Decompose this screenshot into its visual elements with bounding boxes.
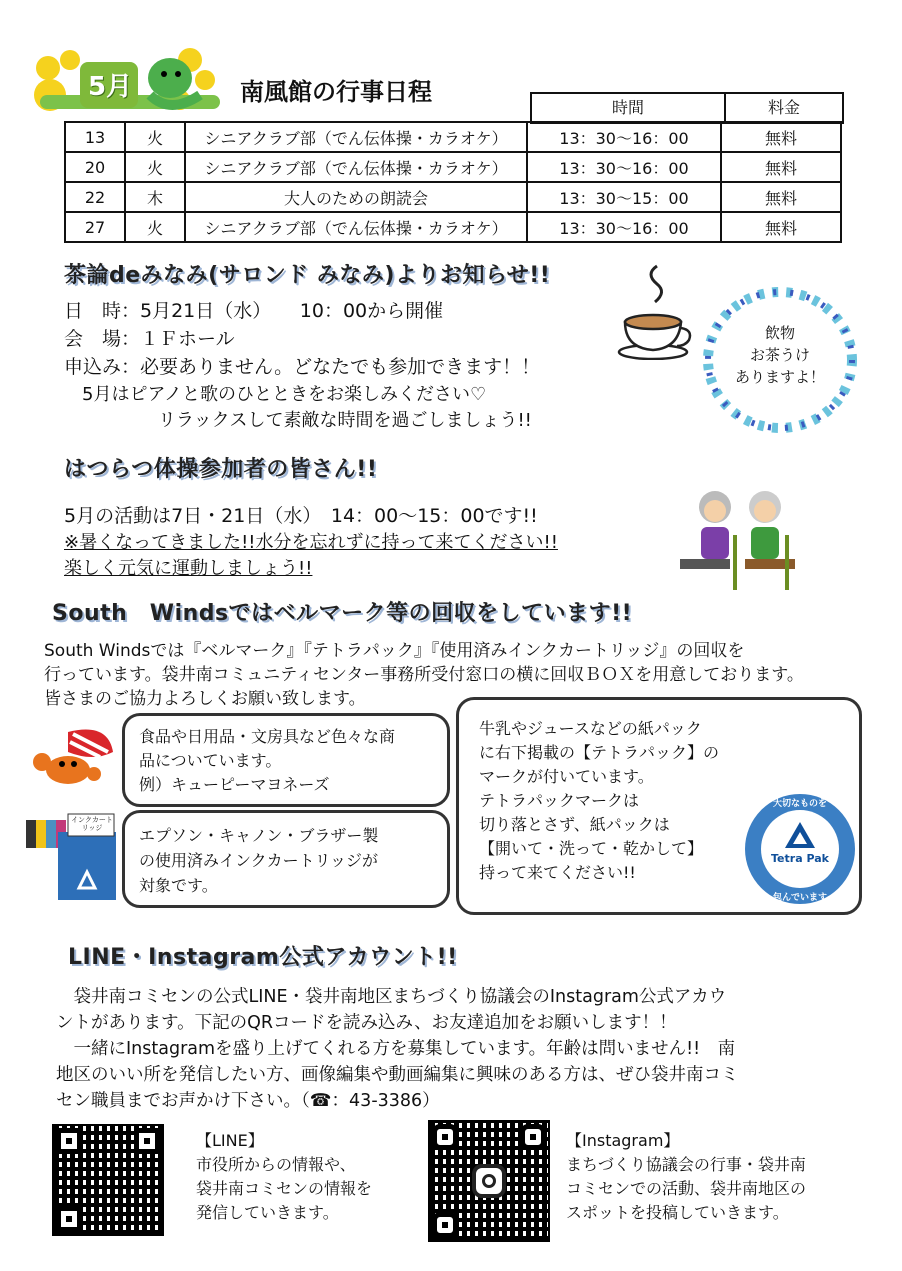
line-desc2: 袋井南コミセンの情報を <box>196 1179 373 1198</box>
instagram-icon <box>472 1164 506 1198</box>
bellmark-box-tetra <box>456 697 862 915</box>
sns-title: LINE・Instagram公式アカウント!! <box>68 945 458 970</box>
wreath-line3: ありますよ！ <box>734 368 825 386</box>
box3-line4: テトラパックマークは <box>479 791 640 810</box>
day-cell: 20 <box>65 152 125 182</box>
line-title: 【LINE】 <box>196 1131 264 1150</box>
tetra-ring-top: 大切なものを <box>772 799 827 809</box>
line-desc1: 市役所からの情報や、 <box>196 1155 356 1174</box>
table-row <box>65 152 841 182</box>
bellmark-p3: 皆さまのご協力よろしくお願い致します。 <box>44 689 366 709</box>
box3-line6: 【開いて・洗って・乾かして】 <box>479 839 704 858</box>
table-row <box>65 212 841 242</box>
instagram-title: 【Instagram】 <box>566 1131 680 1150</box>
fee-cell: 無料 <box>721 122 841 152</box>
seniors-illustration <box>675 485 805 595</box>
time-cell: 13：30～15：00 <box>527 182 721 212</box>
bellmark-box-food <box>122 713 450 807</box>
wreath-line1: 飲物 <box>764 324 795 342</box>
fee-cell: 無料 <box>721 212 841 242</box>
salon-title: 茶論deみなみ(サロンド みなみ)よりお知らせ!! <box>64 263 551 288</box>
schedule-header <box>530 92 844 124</box>
bellmark-p2: 行っています。袋井南コミュニティセンター事務所受付窓口の横に回収ＢＯＸを用意しております。 <box>44 665 804 685</box>
exercise-line2: ※暑くなってきました!!水分を忘れずに持って来てください!! <box>64 532 558 553</box>
hermit-crab-icon <box>28 722 118 792</box>
salon-note2: リラックスして素敵な時間を過ごしましょう!! <box>158 410 532 431</box>
salon-date: 日 時：5月21日（水） 10：00から開催 <box>64 300 444 322</box>
elderly-couple-icon <box>675 485 805 595</box>
box3-line1: 牛乳やジュースなどの紙パック <box>479 719 702 738</box>
salon-place: 会 場：１Ｆホール <box>64 328 235 350</box>
sns-line3: 一緒にInstagramを盛り上げてくれる方を募集しています。年齢は問いません!! 南 <box>56 1039 736 1059</box>
table-row <box>65 122 841 152</box>
ink-box-icon <box>24 812 119 902</box>
weekday-cell: 火 <box>125 212 185 242</box>
tetra-ring-bottom: 包んでいます <box>772 893 827 903</box>
fee-cell: 無料 <box>721 152 841 182</box>
page-title: 南風館の行事日程 <box>240 78 432 106</box>
box3-line3: マークが付いています。 <box>479 767 654 786</box>
sns-line1: 袋井南コミセンの公式LINE・袋井南地区まちづくり協議会のInstagram公式アカウ <box>56 987 727 1007</box>
exercise-title: はつらつ体操参加者の皆さん!! <box>64 457 378 482</box>
ink-box-label: インクカートリッジ <box>71 816 113 832</box>
weekday-cell: 火 <box>125 122 185 152</box>
line-qr-code[interactable] <box>52 1124 164 1236</box>
box3-line2: に右下掲載の【テトラパック】の <box>479 743 720 762</box>
event-cell: シニアクラブ部（でん伝体操・カラオケ） <box>185 122 527 152</box>
coffee-cup-icon <box>615 260 695 360</box>
schedule-table <box>64 121 842 243</box>
instagram-desc1: まちづくり協議会の行事・袋井南 <box>566 1155 806 1174</box>
sns-line2: ントがあります。下記のQRコードを読み込み、お友達追加をお願いします！！ <box>56 1013 677 1033</box>
day-cell: 27 <box>65 212 125 242</box>
tetra-triangle-icon <box>783 820 817 850</box>
event-cell: シニアクラブ部（でん伝体操・カラオケ） <box>185 212 527 242</box>
bellmark-p1: South Windsでは『ベルマーク』『テトラパック』『使用済みインクカートリッジ』の回収を <box>44 641 745 661</box>
col-time-label: 時間 <box>532 94 726 122</box>
exercise-line1: 5月の活動は7日・21日（水） 14：00～15：00です!! <box>64 505 538 527</box>
line-desc3: 発信していきます。 <box>196 1203 339 1222</box>
fee-cell: 無料 <box>721 182 841 212</box>
flower-wreath <box>695 280 865 440</box>
instagram-desc2: コミセンでの活動、袋井南地区の <box>566 1179 807 1198</box>
box3-line5: 切り落とさず、紙パックは <box>479 815 670 834</box>
weekday-cell: 木 <box>125 182 185 212</box>
box2-line1: エプソン・キャノン・ブラザー製 <box>139 826 379 845</box>
tetra-logo-text: Tetra Pak <box>771 852 829 865</box>
time-cell: 13：30～16：00 <box>527 152 721 182</box>
bellmark-box-ink <box>122 810 450 908</box>
event-cell: シニアクラブ部（でん伝体操・カラオケ） <box>185 152 527 182</box>
box1-line3: 例）キューピーマヨネーズ <box>139 775 330 794</box>
month-badge: 5月 <box>88 72 133 102</box>
table-row <box>65 182 841 212</box>
salon-apply: 申込み：必要ありません。どなたでも参加できます！！ <box>64 356 541 378</box>
time-cell: 13：30～16：00 <box>527 212 721 242</box>
event-cell: 大人のための朗読会 <box>185 182 527 212</box>
day-cell: 22 <box>65 182 125 212</box>
instagram-desc3: スポットを投稿していきます。 <box>566 1203 789 1222</box>
box2-line3: 対象です。 <box>139 876 218 895</box>
time-cell: 13：30～16：00 <box>527 122 721 152</box>
box1-line1: 食品や日用品・文房具など色々な商 <box>139 727 396 746</box>
box2-line2: の使用済みインクカートリッジが <box>139 851 379 870</box>
tetra-pak-logo <box>745 794 855 904</box>
weekday-cell: 火 <box>125 152 185 182</box>
box1-line2: 品についています。 <box>139 751 282 770</box>
col-fee-label: 料金 <box>767 98 800 117</box>
instagram-qr-code[interactable] <box>428 1120 550 1242</box>
bellmark-title: South Windsではベルマーク等の回収をしています!! <box>52 601 633 626</box>
salon-note1: 5月はピアノと歌のひとときをお楽しみください♡ <box>82 384 487 405</box>
wreath-line2: お茶うけ <box>749 346 810 364</box>
sns-line5: セン職員までお声かけ下さい。（☎：43-3386） <box>56 1091 440 1111</box>
sns-line4: 地区のいい所を発信したい方、画像編集や動画編集に興味のある方は、ぜひ袋井南コミ <box>56 1065 739 1085</box>
box3-line7: 持って来てください!! <box>479 863 636 882</box>
exercise-line3: 楽しく元気に運動しましょう!! <box>64 558 313 579</box>
day-cell: 13 <box>65 122 125 152</box>
